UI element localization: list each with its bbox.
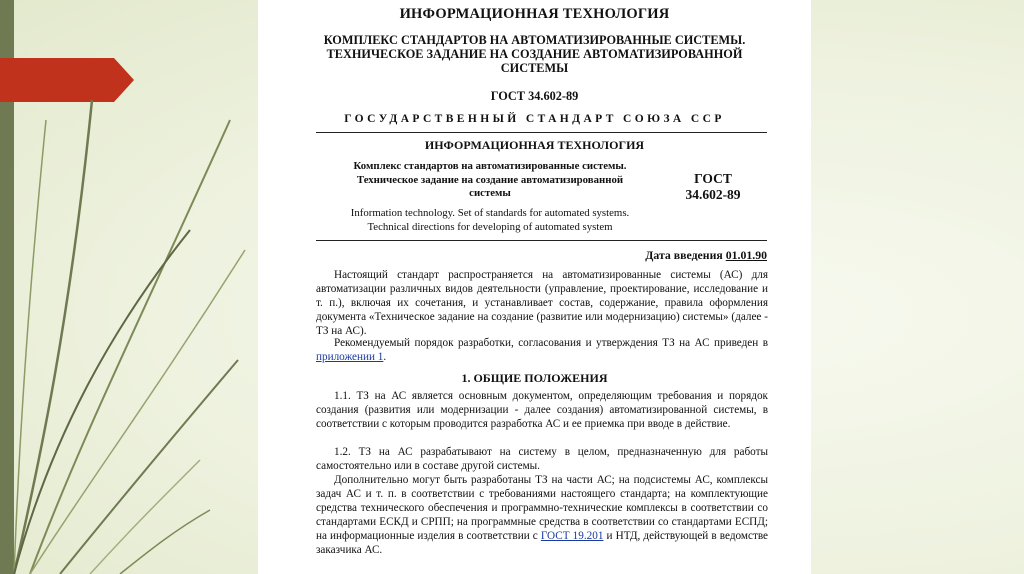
section-heading: 1. ОБЩИЕ ПОЛОЖЕНИЯ [461,371,608,385]
paragraph-end: и НТД, действующей в ведомстве заказчика АС. [316,530,769,556]
header-gost-code [668,171,758,202]
divider [316,240,767,241]
paragraph-1-2: 1.2. ТЗ на АС разрабатывают на систему в целом, предназначенную для работы самостоятельно или в составе другой системы. [316,446,768,472]
paragraph-additional [316,473,768,557]
doc-subtitle-line2: ТЕХНИЧЕСКОЕ ЗАДАНИЕ НА СОЗДАНИЕ АВТОМАТИЗИРОВАННОЙ [326,47,743,61]
header-gost-label: ГОСТ [694,171,732,186]
doc-subtitle-line3: СИСТЕМЫ [500,61,569,75]
paragraph-text: Рекомендуемый порядок разработки, согласования и утверждения ТЗ на АС приведен в [334,337,768,349]
header-en-line1: Information technology. Set of standards for automated systems. [350,207,630,219]
state-standard-heading: ГОСУДАРСТВЕННЫЙ СТАНДАРТ СОЮЗА ССР [344,113,725,125]
gost-number: ГОСТ 34.602-89 [490,89,579,103]
header-ru-line1: Комплекс стандартов на автоматизированные системы. [353,160,627,172]
header-ru-line3: системы [469,187,511,199]
intro-date-label: Дата введения [645,248,723,262]
paragraph-end: . [383,351,387,363]
document-page [258,0,811,574]
paragraph-text: Дополнительно могут быть разработаны ТЗ на части АС; на подсистемы АС, комплексы задач АС и т. п. в соответствии с требованиями настоящего стандарта; на комплектующие средства технического обеспечения и программно-технические комплексы в соответствии со стандартами ЕСКД и СРПП; на программные средства в соответствии со стандартами ЕСПД; на информационные изделия в соответствии с [316,474,768,542]
divider [316,132,767,133]
intro-date-value: 01.01.90 [725,248,767,262]
paragraph-scope: Настоящий стандарт распространяется на автоматизированные системы (АС) для автоматизации различных видов деятельности (управление, проектирование, исследование и т. п.), включая их сочетания, и устанавливает состав, содержание, правила оформления документа «Техническое задание на создание (развитие или модернизацию) системы» (далее - ТЗ на АС). [316,269,768,337]
doc-subtitle [258,33,811,75]
grass-decoration-icon [0,80,260,574]
paragraph-recommended-order [316,336,768,364]
header-ru-line2: Техническое задание на создание автоматизированной [356,173,624,186]
header-en-line2: Technical directions for developing of automated system [367,220,613,233]
intro-date-line [645,248,767,263]
header-block-ru [330,160,650,201]
doc-title: ИНФОРМАЦИОННАЯ ТЕХНОЛОГИЯ [399,6,670,22]
header-block-en [330,207,650,234]
header-block-title: ИНФОРМАЦИОННАЯ ТЕХНОЛОГИЯ [424,138,645,152]
header-gost-number: 34.602-89 [685,186,741,202]
appendix-1-link[interactable]: приложении 1 [316,351,384,363]
doc-subtitle-line1: КОМПЛЕКС СТАНДАРТОВ НА АВТОМАТИЗИРОВАННЫЕ СИСТЕМЫ. [323,33,746,47]
gost-19-201-link[interactable]: ГОСТ 19.201 [540,530,604,542]
paragraph-1-1: 1.1. ТЗ на АС является основным документом, определяющим требования и порядок создания (развития или модернизации - далее создания) автоматизированной системы, в соответствии с которым проводится разработка АС и ее приемка при вводе в действие. [316,390,768,430]
